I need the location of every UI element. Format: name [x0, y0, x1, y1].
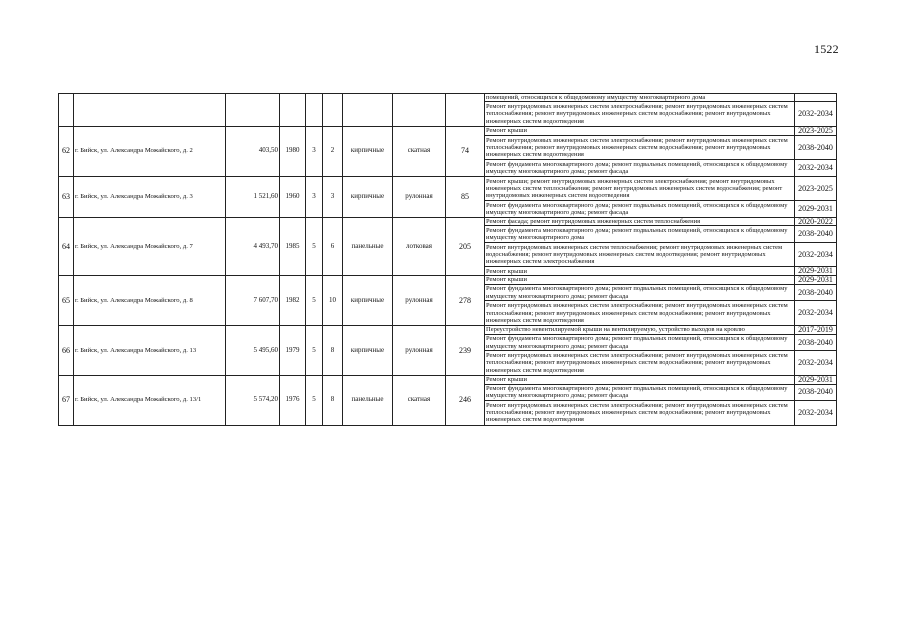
work-period: 2029-2031 [795, 375, 837, 384]
year-cell: 1980 [280, 126, 306, 176]
work-description: Ремонт фундамента многоквартирного дома; ремонт подвальных помещений, относящихся к общедомовому имуществу многоквартирного дома; ремонт фасада [485, 160, 795, 176]
work-description: Ремонт внутридомовых инженерных систем электроснабжения; ремонт внутридомовых инженерных систем теплоснабжения; ремонт внутридомовых инженерных систем водоснабжения; ремонт внутридомовых инженерных систем водоотведения [485, 400, 795, 425]
walls-material-cell: кирпичные [343, 176, 393, 217]
work-period: 2020-2022 [795, 217, 837, 226]
table-row [59, 276, 837, 285]
work-period: 2032-2034 [795, 400, 837, 425]
year-cell: 1985 [280, 217, 306, 276]
roof-type-cell: скатная [393, 375, 446, 425]
floors-cell: 3 [306, 176, 323, 217]
table-row [59, 217, 837, 226]
floors-cell: 5 [306, 375, 323, 425]
work-description: Ремонт крыши [485, 126, 795, 135]
work-period: 2029-2031 [795, 276, 837, 285]
row-number: 62 [59, 126, 74, 176]
address-cell: г. Бийск, ул. Александра Можайского, д. 13 [74, 326, 226, 376]
page-number: 1522 [814, 42, 839, 56]
work-period: 2032-2034 [795, 242, 837, 267]
work-period: 2017-2019 [795, 326, 837, 335]
roof-type-cell: лотковая [393, 217, 446, 276]
walls-material-cell: кирпичные [343, 126, 393, 176]
area-cell: 5 495,60 [226, 326, 280, 376]
table-row [59, 176, 837, 201]
walls-material-cell: панельные [343, 217, 393, 276]
entrances-cell: 6 [323, 217, 343, 276]
work-description: Ремонт внутридомовых инженерных систем теплоснабжения; ремонт внутридомовых инженерных систем водоснабжения; ремонт внутридомовых инженерных систем водоотведения; ремонт внутридомовых инженерных систем электроснабжения [485, 242, 795, 267]
empty-cell [226, 94, 280, 127]
empty-cell [74, 94, 226, 127]
work-period: 2038-2040 [795, 334, 837, 350]
year-cell: 1960 [280, 176, 306, 217]
entrances-cell: 8 [323, 326, 343, 376]
work-period: 2032-2034 [795, 160, 837, 176]
row-number: 65 [59, 276, 74, 326]
roof-type-cell: скатная [393, 126, 446, 176]
table-row [59, 326, 837, 335]
area-cell: 5 574,20 [226, 375, 280, 425]
address-cell: г. Бийск, ул. Александра Можайского, д. 2 [74, 126, 226, 176]
work-description: Переустройство невентилируемой крыши на вентилируемую, устройство выходов на кровлю [485, 326, 795, 335]
area-cell: 1 521,60 [226, 176, 280, 217]
apartments-cell: 85 [446, 176, 485, 217]
apartments-cell: 246 [446, 375, 485, 425]
work-description: Ремонт внутридомовых инженерных систем электроснабжения; ремонт внутридомовых инженерных систем теплоснабжения; ремонт внутридомовых инженерных систем водоснабжения; ремонт внутридомовых инженерных систем водоотведения [485, 301, 795, 326]
work-description: Ремонт фасада; ремонт внутридомовых инженерных систем теплоснабжения [485, 217, 795, 226]
walls-material-cell: кирпичные [343, 276, 393, 326]
empty-cell [343, 94, 393, 127]
roof-type-cell: рулонная [393, 276, 446, 326]
work-period: 2038-2040 [795, 135, 837, 160]
work-description: Ремонт внутридомовых инженерных систем электроснабжения; ремонт внутридомовых инженерных систем теплоснабжения; ремонт внутридомовых инженерных систем водоснабжения; ремонт внутридомовых инженерных систем водоотведения [485, 135, 795, 160]
year-cell: 1979 [280, 326, 306, 376]
table-body [59, 94, 837, 426]
work-period: 2032-2034 [795, 351, 837, 376]
work-period: 2023-2025 [795, 176, 837, 201]
area-cell: 7 607,70 [226, 276, 280, 326]
work-description: Ремонт фундамента многоквартирного дома; ремонт подвальных помещений, относящихся к общедомовому имуществу многоквартирного дома [485, 226, 795, 242]
floors-cell: 5 [306, 217, 323, 276]
housing-repair-table [58, 93, 837, 426]
work-period: 2029-2031 [795, 267, 837, 276]
address-cell: г. Бийск, ул. Александра Можайского, д. 7 [74, 217, 226, 276]
work-period [795, 94, 837, 102]
table-row [59, 126, 837, 135]
entrances-cell: 2 [323, 126, 343, 176]
table-row [59, 94, 837, 102]
roof-type-cell: рулонная [393, 176, 446, 217]
year-cell: 1976 [280, 375, 306, 425]
area-cell: 4 493,70 [226, 217, 280, 276]
work-period: 2038-2040 [795, 285, 837, 301]
apartments-cell: 74 [446, 126, 485, 176]
roof-type-cell: рулонная [393, 326, 446, 376]
floors-cell: 5 [306, 276, 323, 326]
walls-material-cell: панельные [343, 375, 393, 425]
apartments-cell: 278 [446, 276, 485, 326]
work-description: Ремонт крыши [485, 375, 795, 384]
work-description: Ремонт крыши; ремонт внутридомовых инженерных систем электроснабжения; ремонт внутридомовых инженерных систем теплоснабжения; ремонт внутридомовых инженерных систем водоснабжения; ремонт внутридомовых инженерных систем водоотведения [485, 176, 795, 201]
address-cell: г. Бийск, ул. Александра Можайского, д. 3 [74, 176, 226, 217]
row-number: 63 [59, 176, 74, 217]
work-description: Ремонт крыши [485, 276, 795, 285]
floors-cell: 5 [306, 326, 323, 376]
work-description: Ремонт фундамента многоквартирного дома; ремонт подвальных помещений, относящихся к общедомовому имуществу многоквартирного дома; ремонт фасада [485, 201, 795, 217]
address-cell: г. Бийск, ул. Александра Можайского, д. 13/1 [74, 375, 226, 425]
entrances-cell: 3 [323, 176, 343, 217]
work-period: 2038-2040 [795, 226, 837, 242]
apartments-cell: 205 [446, 217, 485, 276]
work-description: Ремонт внутридомовых инженерных систем электроснабжения; ремонт внутридомовых инженерных систем теплоснабжения; ремонт внутридомовых инженерных систем водоснабжения; ремонт внутридомовых инженерных систем водоотведения [485, 102, 795, 127]
empty-cell [323, 94, 343, 127]
work-period: 2038-2040 [795, 384, 837, 400]
empty-cell [280, 94, 306, 127]
work-period: 2032-2034 [795, 102, 837, 127]
empty-cell [59, 94, 74, 127]
empty-cell [393, 94, 446, 127]
row-number: 64 [59, 217, 74, 276]
entrances-cell: 8 [323, 375, 343, 425]
work-description: Ремонт фундамента многоквартирного дома; ремонт подвальных помещений, относящихся к общедомовому имуществу многоквартирного дома; ремонт фасада [485, 334, 795, 350]
work-period: 2029-2031 [795, 201, 837, 217]
empty-cell [446, 94, 485, 127]
work-description: Ремонт фундамента многоквартирного дома; ремонт подвальных помещений, относящихся к общедомовому имуществу многоквартирного дома; ремонт фасада [485, 384, 795, 400]
work-period: 2023-2025 [795, 126, 837, 135]
walls-material-cell: кирпичные [343, 326, 393, 376]
apartments-cell: 239 [446, 326, 485, 376]
floors-cell: 3 [306, 126, 323, 176]
work-description: Ремонт фундамента многоквартирного дома; ремонт подвальных помещений, относящихся к общедомовому имуществу многоквартирного дома; ремонт фасада [485, 285, 795, 301]
row-number: 67 [59, 375, 74, 425]
year-cell: 1982 [280, 276, 306, 326]
table-row [59, 375, 837, 384]
empty-cell [306, 94, 323, 127]
area-cell: 403,50 [226, 126, 280, 176]
work-description: Ремонт крыши [485, 267, 795, 276]
entrances-cell: 10 [323, 276, 343, 326]
work-period: 2032-2034 [795, 301, 837, 326]
work-description: помещений, относящихся к общедомовому имуществу многоквартирного дома [485, 94, 795, 102]
row-number: 66 [59, 326, 74, 376]
address-cell: г. Бийск, ул. Александра Можайского, д. 8 [74, 276, 226, 326]
work-description: Ремонт внутридомовых инженерных систем электроснабжения; ремонт внутридомовых инженерных систем теплоснабжения; ремонт внутридомовых инженерных систем водоснабжения; ремонт внутридомовых инженерных систем водоотведения [485, 351, 795, 376]
